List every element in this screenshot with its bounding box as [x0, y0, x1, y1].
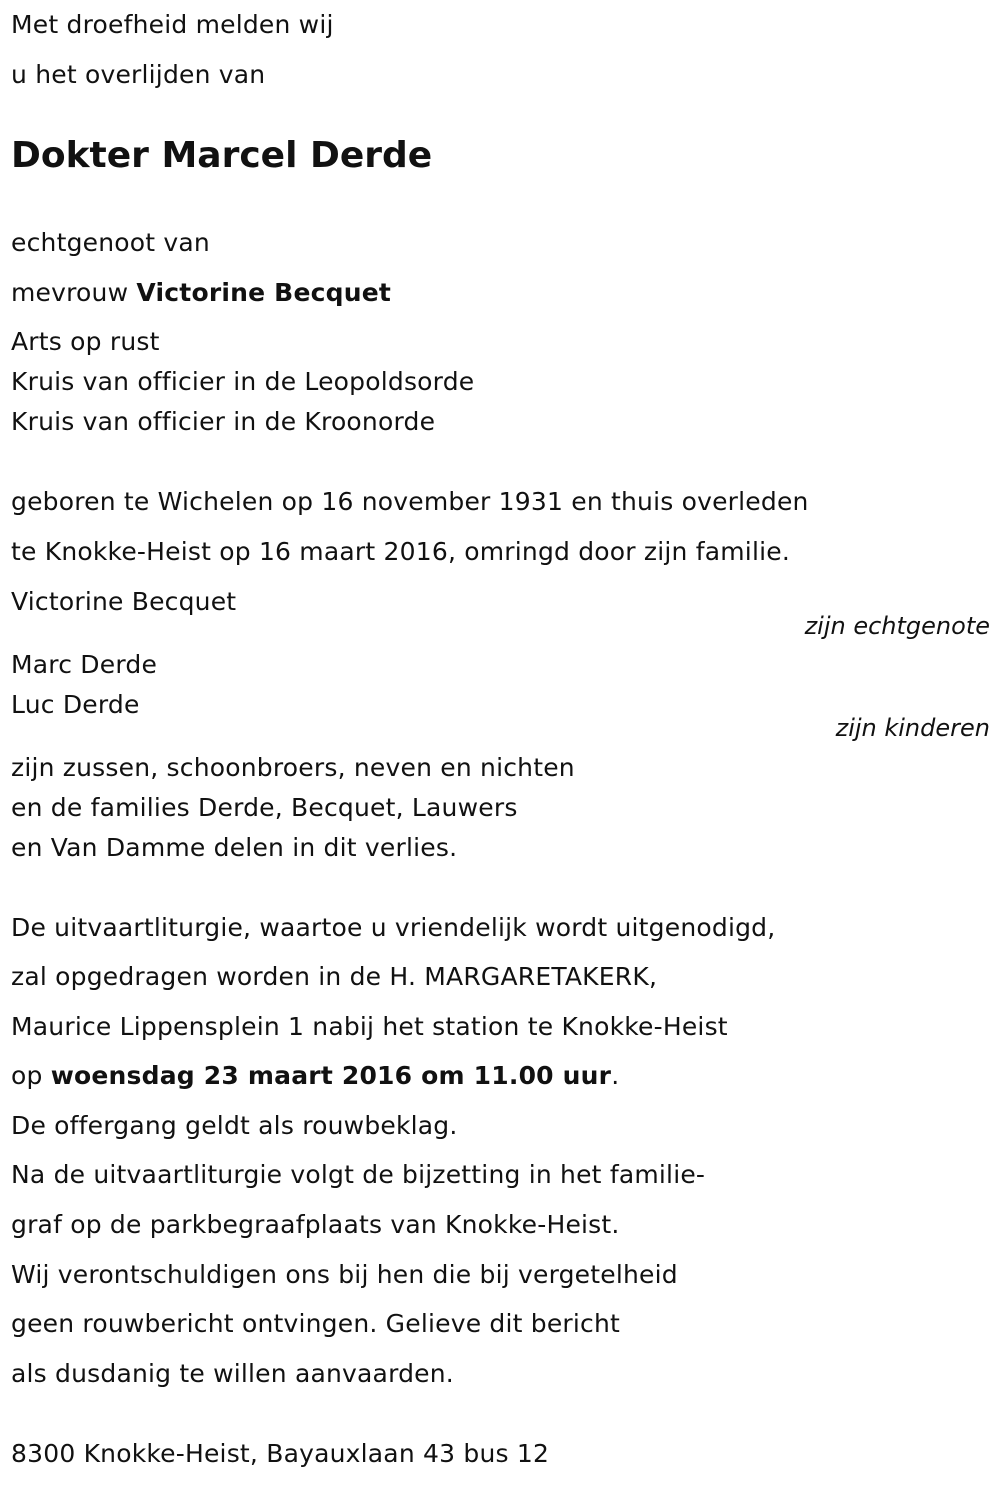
family-children-role: zijn kinderen	[835, 714, 990, 742]
deceased-name: Dokter Marcel Derde	[11, 135, 433, 176]
family-others-line: en Van Damme delen in dit verlies.	[11, 833, 458, 862]
funeral-date-line	[11, 1061, 619, 1091]
honor-line: Kruis van officier in de Leopoldsorde	[11, 367, 475, 396]
funeral-date-prefix: op	[11, 1061, 43, 1090]
family-spouse-name: Victorine Becquet	[11, 587, 237, 616]
family-child: Marc Derde	[11, 650, 158, 679]
funeral-burial-1: Na de uitvaartliturgie volgt de bijzetting in het familie-	[11, 1160, 706, 1189]
funeral-apology-1: Wij verontschuldigen ons bij hen die bij vergetelheid	[11, 1260, 678, 1289]
funeral-line-2: zal opgedragen worden in de H. MARGARETAKERK,	[11, 962, 658, 991]
funeral-date-suffix: .	[611, 1061, 620, 1090]
funeral-line-1: De uitvaartliturgie, waartoe u vriendelijk wordt uitgenodigd,	[11, 913, 776, 942]
funeral-apology-2: geen rouwbericht ontvingen. Gelieve dit bericht	[11, 1309, 621, 1338]
funeral-offering: De offergang geldt als rouwbeklag.	[11, 1111, 458, 1140]
family-others-line: zijn zussen, schoonbroers, neven en nichten	[11, 753, 575, 782]
spouse-title: mevrouw	[11, 278, 129, 307]
family-spouse-role: zijn echtgenote	[804, 612, 990, 640]
funeral-burial-2: graf op de parkbegraafplaats van Knokke-Heist.	[11, 1210, 620, 1239]
honor-line: Arts op rust	[11, 327, 160, 356]
funeral-line-3: Maurice Lippensplein 1 nabij het station te Knokke-Heist	[11, 1012, 728, 1041]
birth-death-line-2: te Knokke-Heist op 16 maart 2016, omringd door zijn familie.	[11, 537, 790, 566]
spouse-line	[11, 278, 391, 308]
family-others-line: en de families Derde, Becquet, Lauwers	[11, 793, 518, 822]
birth-death-line-1: geboren te Wichelen op 16 november 1931 en thuis overleden	[11, 487, 809, 516]
intro-line-1: Met droefheid melden wij	[11, 10, 334, 39]
spouse-prefix: echtgenoot van	[11, 228, 210, 257]
honor-line: Kruis van officier in de Kroonorde	[11, 407, 436, 436]
spouse-name: Victorine Becquet	[136, 278, 392, 307]
funeral-apology-3: als dusdanig te willen aanvaarden.	[11, 1359, 454, 1388]
funeral-date: woensdag 23 maart 2016 om 11.00 uur	[50, 1061, 612, 1090]
intro-line-2: u het overlijden van	[11, 60, 266, 89]
address: 8300 Knokke-Heist, Bayauxlaan 43 bus 12	[11, 1439, 550, 1468]
family-child: Luc Derde	[11, 690, 140, 719]
